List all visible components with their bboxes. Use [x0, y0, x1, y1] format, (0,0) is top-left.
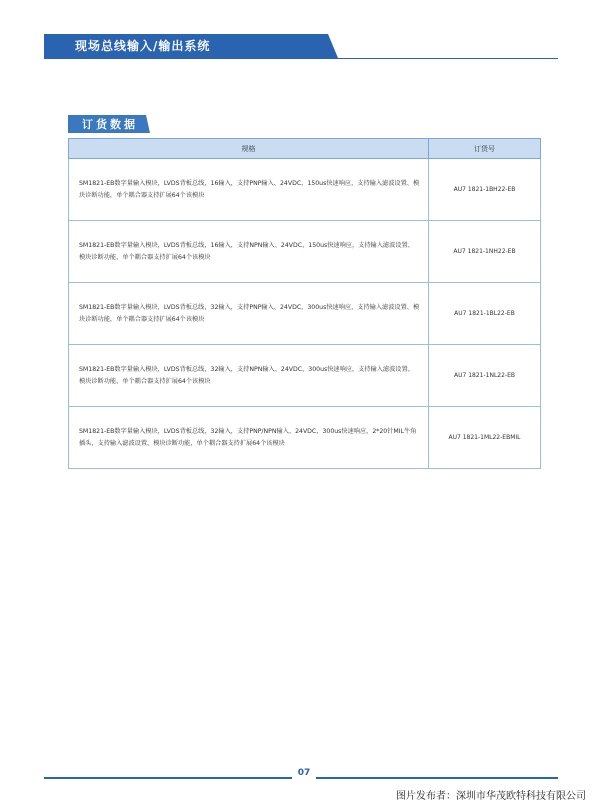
column-header-spec: 规格 — [69, 139, 429, 159]
publisher-watermark: 图片发布者：深圳市华茂欧特科技有限公司 — [396, 791, 586, 802]
order-code-cell: AU7 1821-1NH22-EB — [429, 221, 541, 283]
order-code-cell: AU7 1821-1BH22-EB — [429, 159, 541, 221]
page-header-title: 现场总线输入/输出系统 — [75, 39, 211, 53]
spec-cell: SM1821-EB数字量输入模块，LVDS背板总线，32输入，支持PNP输入、24VDC，300us快速响应，支持输入滤波设置、模块诊断功能，单个耦合器支持扩展64个该模块 — [69, 283, 429, 345]
spec-cell: SM1821-EB数字量输入模块，LVDS背板总线，32输入，支持PNP/NPN输入、24VDC，300us快速响应，2*20针MIL牛角插头，支持输入滤波设置、模块诊断功能，单个耦合器支持扩展64个该模块 — [69, 407, 429, 469]
table-row — [69, 283, 541, 345]
order-code-cell: AU7 1821-1NL22-EB — [429, 345, 541, 407]
order-code-cell: AU7 1821-1BL22-EB — [429, 283, 541, 345]
table-row — [69, 345, 541, 407]
page-number: 07 — [292, 768, 316, 782]
spec-cell: SM1821-EB数字量输入模块，LVDS背板总线，16输入，支持NPN输入、24VDC，150us快速响应，支持输入滤波设置、模块诊断功能，单个耦合器支持扩展64个该模块 — [69, 221, 429, 283]
order-code-cell: AU7 1821-1ML22-EBMIL — [429, 407, 541, 469]
column-header-order-code: 订货号 — [429, 139, 541, 159]
table-row — [69, 407, 541, 469]
order-data-table — [68, 138, 541, 469]
table-header-row — [69, 139, 541, 159]
section-title: 订货数据 — [82, 118, 138, 131]
header-divider — [44, 58, 558, 59]
spec-cell: SM1821-EB数字量输入模块，LVDS背板总线，16输入，支持PNP输入、24VDC，150us快速响应，支持输入滤波设置、模块诊断功能，单个耦合器支持扩展64个该模块 — [69, 159, 429, 221]
table-row — [69, 221, 541, 283]
spec-cell: SM1821-EB数字量输入模块，LVDS背板总线，32输入，支持NPN输入、24VDC，300us快速响应，支持输入滤波设置、模块诊断功能，单个耦合器支持扩展64个该模块 — [69, 345, 429, 407]
table-row — [69, 159, 541, 221]
